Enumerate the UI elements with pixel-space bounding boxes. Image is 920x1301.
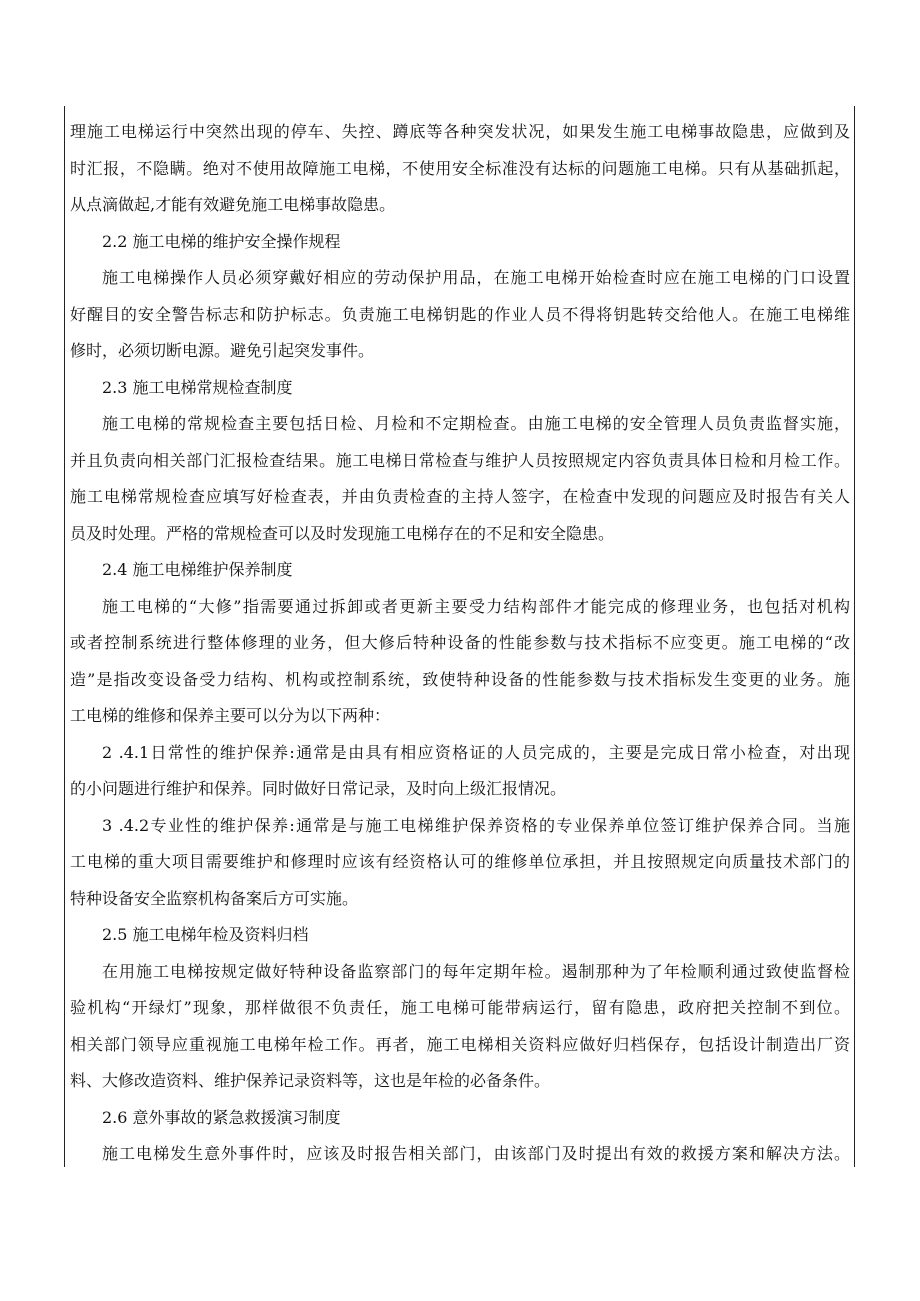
section-heading-2-4: 2.4 施工电梯维护保养制度 bbox=[102, 560, 293, 579]
section-heading-2-3: 2.3 施工电梯常规检查制度 bbox=[102, 377, 293, 397]
paragraph-line: 3 .4.2专业性的维护保养:通常是与施工电梯维护保养资格的专业保养单位签订维护保养合同。当施 bbox=[102, 815, 850, 835]
paragraph-line: 工电梯的重大项目需要维护和修理时应该有经资格认可的维修单位承担，并且按照规定向质量技术部门的 bbox=[70, 852, 850, 871]
paragraph-line: 或者控制系统进行整体修理的业务，但大修后特种设备的性能参数与技术指标不应变更。施工电梯的“改 bbox=[70, 633, 850, 652]
paragraph-line: 员及时处理。严格的常规检查可以及时发现施工电梯存在的不足和安全隐患。 bbox=[70, 523, 615, 543]
paragraph-line: 好醒目的安全警告标志和防护标志。负责施工电梯钥匙的作业人员不得将钥匙转交给他人。在施工电梯维 bbox=[70, 304, 850, 324]
paragraph-line: 施工电梯的常规检查主要包括日检、月检和不定期检查。由施工电梯的安全管理人员负责监督实施， bbox=[102, 414, 850, 433]
paragraph-line: 从点滴做起,才能有效避免施工电梯事故隐患。 bbox=[70, 195, 396, 214]
paragraph-line: 的小问题进行维护和保养。同时做好日常记录，及时向上级汇报情况。 bbox=[70, 779, 567, 798]
paragraph-line: 在用施工电梯按规定做好特种设备监察部门的每年定期年检。遏制那种为了年检顺利通过致使监督检 bbox=[102, 961, 850, 981]
paragraph-line: 施工电梯常规检查应填写好检查表，并由负责检查的主持人签字，在检查中发现的问题应及时报告有关人 bbox=[70, 487, 850, 506]
paragraph-line: 工电梯的维修和保养主要可以分为以下两种： bbox=[70, 706, 391, 725]
paragraph-line: 验机构“开绿灯”现象，那样做很不负责任，施工电梯可能带病运行，留有隐患，政府把关控制不到位。 bbox=[70, 998, 850, 1017]
document-body bbox=[70, 114, 850, 1173]
section-heading-2-5: 2.5 施工电梯年检及资料归档 bbox=[102, 925, 309, 944]
paragraph-line: 施工电梯操作人员必须穿戴好相应的劳动保护用品，在施工电梯开始检查时应在施工电梯的门口设置 bbox=[102, 268, 850, 287]
paragraph-line: 施工电梯的“大修”指需要通过拆卸或者更新主要受力结构部件才能完成的修理业务，也包括对机构 bbox=[102, 596, 850, 616]
paragraph-line: 施工电梯发生意外事件时，应该及时报告相关部门，由该部门及时提出有效的救援方案和解决方法。 bbox=[102, 1144, 850, 1163]
paragraph-line: 理施工电梯运行中突然出现的停车、失控、蹲底等各种突发状况，如果发生施工电梯事故隐患，应做到及 bbox=[70, 122, 850, 141]
section-heading-2-2: 2.2 施工电梯的维护安全操作规程 bbox=[102, 231, 341, 251]
paragraph-line: 相关部门领导应重视施工电梯年检工作。再者，施工电梯相关资料应做好归档保存，包括设计制造出厂资 bbox=[70, 1034, 850, 1054]
paragraph-line: 时汇报，不隐瞒。绝对不使用故障施工电梯，不使用安全标准没有达标的问题施工电梯。只有从基础抓起， bbox=[70, 158, 850, 178]
paragraph-line: 特种设备安全监察机构备案后方可实施。 bbox=[70, 888, 359, 908]
paragraph-line: 2 .4.1日常性的维护保养:通常是由具有相应资格证的人员完成的，主要是完成日常小检查，对出现 bbox=[102, 742, 850, 762]
paragraph-line: 修时，必须切断电源。避免引起突发事件。 bbox=[70, 341, 375, 360]
paragraph-line: 并且负责向相关部门汇报检查结果。施工电梯日常检查与维护人员按照规定内容负责具体日检和月检工作。 bbox=[70, 450, 850, 470]
paragraph-line: 造”是指改变设备受力结构、机构或控制系统，致使特种设备的性能参数与技术指标发生变更的业务。施 bbox=[70, 669, 850, 689]
paragraph-line: 料、大修改造资料、维护保养记录资料等，这也是年检的必备条件。 bbox=[70, 1071, 551, 1090]
section-heading-2-6: 2.6 意外事故的紧急救援演习制度 bbox=[102, 1107, 341, 1127]
